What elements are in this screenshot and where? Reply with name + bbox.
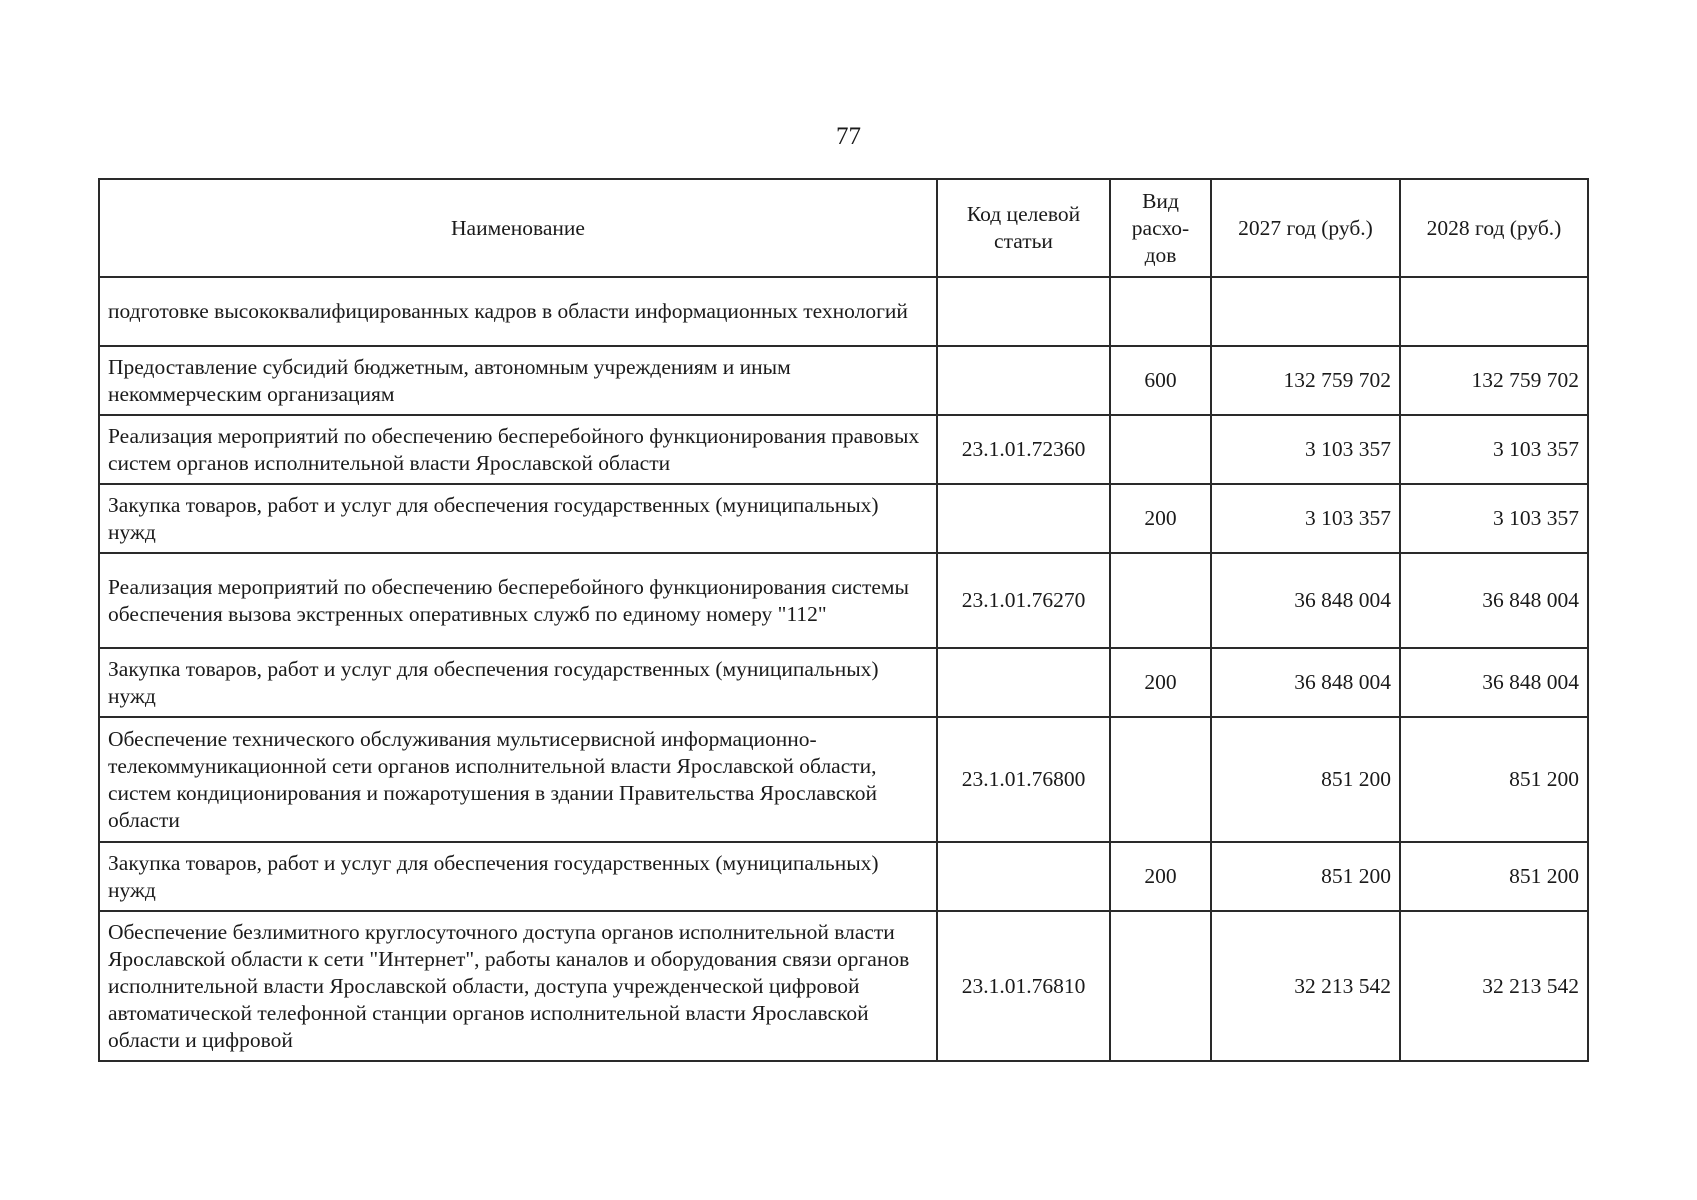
- row-code: [937, 648, 1110, 717]
- row-2027: 32 213 542: [1211, 911, 1400, 1061]
- table-row: [99, 277, 1588, 346]
- row-expense-type: 200: [1110, 648, 1211, 717]
- row-name: Обеспечение безлимитного круглосуточного доступа органов исполнительной власти Ярославской области к сети "Интернет", работы каналов и оборудования связи органов исполнительной власти Ярославской области, доступа учрежденческой цифровой автоматической телефонной станции органов исполнительной власти Ярославской области и цифровой: [99, 911, 937, 1061]
- row-name: Обеспечение технического обслуживания мультисервисной информационно-телекоммуникационной сети органов исполнительной власти Ярославской области, систем кондиционирования и пожаротушения в здании Правительства Ярославской области: [99, 717, 937, 842]
- table-row: [99, 717, 1588, 842]
- row-name: Закупка товаров, работ и услуг для обеспечения государственных (муниципальных) нужд: [99, 648, 937, 717]
- row-2027: 3 103 357: [1211, 415, 1400, 484]
- budget-table: [98, 178, 1589, 1062]
- row-code: 23.1.01.72360: [937, 415, 1110, 484]
- row-2028: 3 103 357: [1400, 415, 1588, 484]
- table-row: [99, 648, 1588, 717]
- row-name: Реализация мероприятий по обеспечению бесперебойного функционирования системы обеспечения вызова экстренных оперативных служб по единому номеру "112": [99, 553, 937, 648]
- table-row: [99, 415, 1588, 484]
- table-row: [99, 911, 1588, 1061]
- row-code: [937, 346, 1110, 415]
- row-code: 23.1.01.76800: [937, 717, 1110, 842]
- row-code: [937, 842, 1110, 911]
- row-2027: 851 200: [1211, 717, 1400, 842]
- row-2028: 32 213 542: [1400, 911, 1588, 1061]
- table-header-row: [99, 179, 1588, 277]
- row-expense-type: 200: [1110, 484, 1211, 553]
- row-expense-type: [1110, 911, 1211, 1061]
- row-2028: 851 200: [1400, 717, 1588, 842]
- row-expense-type: [1110, 717, 1211, 842]
- row-expense-type: 600: [1110, 346, 1211, 415]
- table-row: [99, 346, 1588, 415]
- row-name: Закупка товаров, работ и услуг для обеспечения государственных (муниципальных) нужд: [99, 842, 937, 911]
- header-2027: 2027 год (руб.): [1211, 179, 1400, 277]
- row-2027: [1211, 277, 1400, 346]
- row-expense-type: [1110, 553, 1211, 648]
- row-expense-type: [1110, 415, 1211, 484]
- page-number: 77: [836, 123, 861, 150]
- header-expense-type: Вид расхо-дов: [1110, 179, 1211, 277]
- row-name: Закупка товаров, работ и услуг для обеспечения государственных (муниципальных) нужд: [99, 484, 937, 553]
- row-expense-type: 200: [1110, 842, 1211, 911]
- header-2028: 2028 год (руб.): [1400, 179, 1588, 277]
- row-code: [937, 277, 1110, 346]
- row-2027: 36 848 004: [1211, 648, 1400, 717]
- row-code: 23.1.01.76810: [937, 911, 1110, 1061]
- table-row: [99, 484, 1588, 553]
- header-name: Наименование: [99, 179, 937, 277]
- row-2028: 132 759 702: [1400, 346, 1588, 415]
- row-code: [937, 484, 1110, 553]
- row-2027: 36 848 004: [1211, 553, 1400, 648]
- table-row: [99, 553, 1588, 648]
- row-2027: 851 200: [1211, 842, 1400, 911]
- row-2028: 36 848 004: [1400, 553, 1588, 648]
- row-2028: 851 200: [1400, 842, 1588, 911]
- row-2028: 3 103 357: [1400, 484, 1588, 553]
- row-code: 23.1.01.76270: [937, 553, 1110, 648]
- row-expense-type: [1110, 277, 1211, 346]
- row-2027: 132 759 702: [1211, 346, 1400, 415]
- row-name: Предоставление субсидий бюджетным, автономным учреждениям и иным некоммерческим организациям: [99, 346, 937, 415]
- row-name: подготовке высококвалифицированных кадров в области информационных технологий: [99, 277, 937, 346]
- row-name: Реализация мероприятий по обеспечению бесперебойного функционирования правовых систем органов исполнительной власти Ярославской области: [99, 415, 937, 484]
- row-2028: 36 848 004: [1400, 648, 1588, 717]
- row-2027: 3 103 357: [1211, 484, 1400, 553]
- row-2028: [1400, 277, 1588, 346]
- header-code: Код целевой статьи: [937, 179, 1110, 277]
- table-row: [99, 842, 1588, 911]
